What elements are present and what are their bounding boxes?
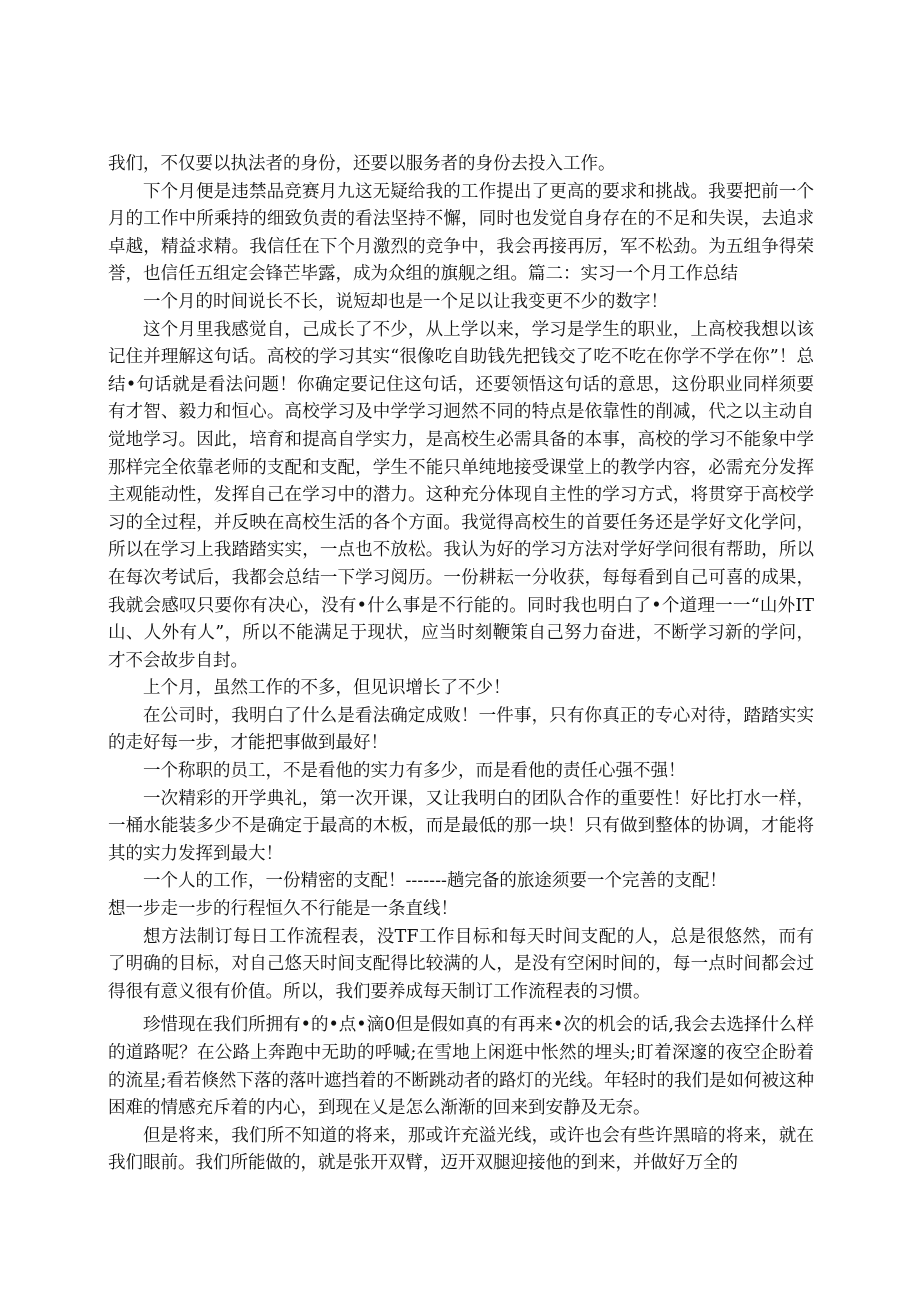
paragraph: 一个人的工作，一份精密的支配！-------趟完备的旅途须要一个完善的支配！ bbox=[143, 871, 727, 892]
paragraph: 想方法制订每日工作流程表，没TF工作目标和每天时间支配的人，总是很悠然，而有了明确的目标，对自己悠天时间支配得比较满的人，是没有空闲时间的，每一点时间都会过得很有意义很有价值。所以，我们要养成每天制订工作流程表的习惯。 bbox=[108, 926, 814, 1002]
paragraph: 想一步走一步的行程恒久不行能是一条直线！ bbox=[108, 899, 458, 920]
paragraph: 在公司时，我明白了什么是看法确定成败！一件事，只有你真正的专心对待，踏踏实实的走好每一步，才能把事做到最好！ bbox=[108, 705, 814, 754]
paragraph: 一次精彩的开学典礼，第一次开课，又让我明白的团队合作的重要性！好比打水一样，一桶水能装多少不是确定于最高的木板，而是最低的那一块！只有做到整体的协调，才能将其的实力发挥到最大！ bbox=[108, 788, 814, 864]
paragraph: 一个称职的员工，不是看他的实力有多少，而是看他的责任心强不强！ bbox=[143, 761, 686, 782]
paragraph: 珍惜现在我们所拥有•的•点•滴0但是假如真的有再来•次的机会的话,我会去选择什么样的道路呢？在公路上奔跑中无助的呼喊;在雪地上闲逛中怅然的埋头;盯着深邃的夜空企盼着的流星;看若倏然下落的落叶遮挡着的不断跳动者的路灯的光线。年轻时的我们是如何被这种困难的情感充斥着的内心，到现在乂是怎么渐渐的回来到安静及无奈。 bbox=[108, 1015, 814, 1119]
document-page bbox=[108, 151, 814, 1178]
paragraph: 这个月里我感觉自，己成长了不少，从上学以来，学习是学生的职业，上高校我想以该记住并理解这句话。高校的学习其实“很像吃自助钱先把钱交了吃不吃在你学不学在你”！总结•句话就是看法问题！你确定要记住这句话，还要领悟这句话的意思，这份职业同样须要有才智、毅力和恒心。高校学习及中学学习迥然不同的特点是依靠性的削减，代之以主动自觉地学习。因此，培育和提高自学实力，是高校生必需具备的本事，高校的学习不能象中学那样完全依靠老师的支配和支配，学生不能只单纯地接受课堂上的教学内容，必需充分发挥主观能动性，发挥自己在学习中的潜力。这种充分体现自主性的学习方式，将贯穿于高校学习的全过程，并反映在高校生活的各个方面。我觉得高校生的首要任务还是学好文化学问，所以在学习上我踏踏实实，一点也不放松。我认为好的学习方法对学好学问很有帮助，所以在每次考试后，我都会总结一下学习阅历。一份耕耘一分收获，每每看到自己可喜的成果，我就会感叹只要你有决心，没有•什么事是不行能的。同时我也明白了•个道理一一“山外IT山、人外有人”，所以不能满足于现状，应当时刻鞭策自己努力奋进，不断学习新的学问，才不会故步自封。 bbox=[108, 319, 814, 671]
paragraph: 下个月便是违禁品竞赛月九这无疑给我的工作提出了更高的要求和挑战。我要把前一个月的工作中所乘持的细致负责的看法坚持不懈，同时也发觉自身存在的不足和失误，去追求卓越，精益求精。我信任在下个月激烈的竞争中，我会再接再厉，军不松劲。为五组争得荣誉，也信任五组定会锋芒毕露，成为众组的旗舰之组。篇二：实习一个月工作总结 bbox=[108, 181, 814, 285]
paragraph: 一个月的时间说长不长，说短却也是一个足以让我变更不少的数字！ bbox=[143, 291, 668, 312]
paragraph: 上个月，虽然工作的不多，但见识增长了不少！ bbox=[143, 678, 511, 699]
paragraph: 但是将来，我们所不知道的将来，那或许充溢光线，或许也会有些许黑暗的将来，就在我们眼前。我们所能做的，就是张开双臂，迈开双腿迎接他的到来，并做好万全的 bbox=[108, 1125, 814, 1174]
paragraph: 我们，不仅要以执法者的身份，还要以服务者的身份去投入工作。 bbox=[108, 154, 616, 174]
